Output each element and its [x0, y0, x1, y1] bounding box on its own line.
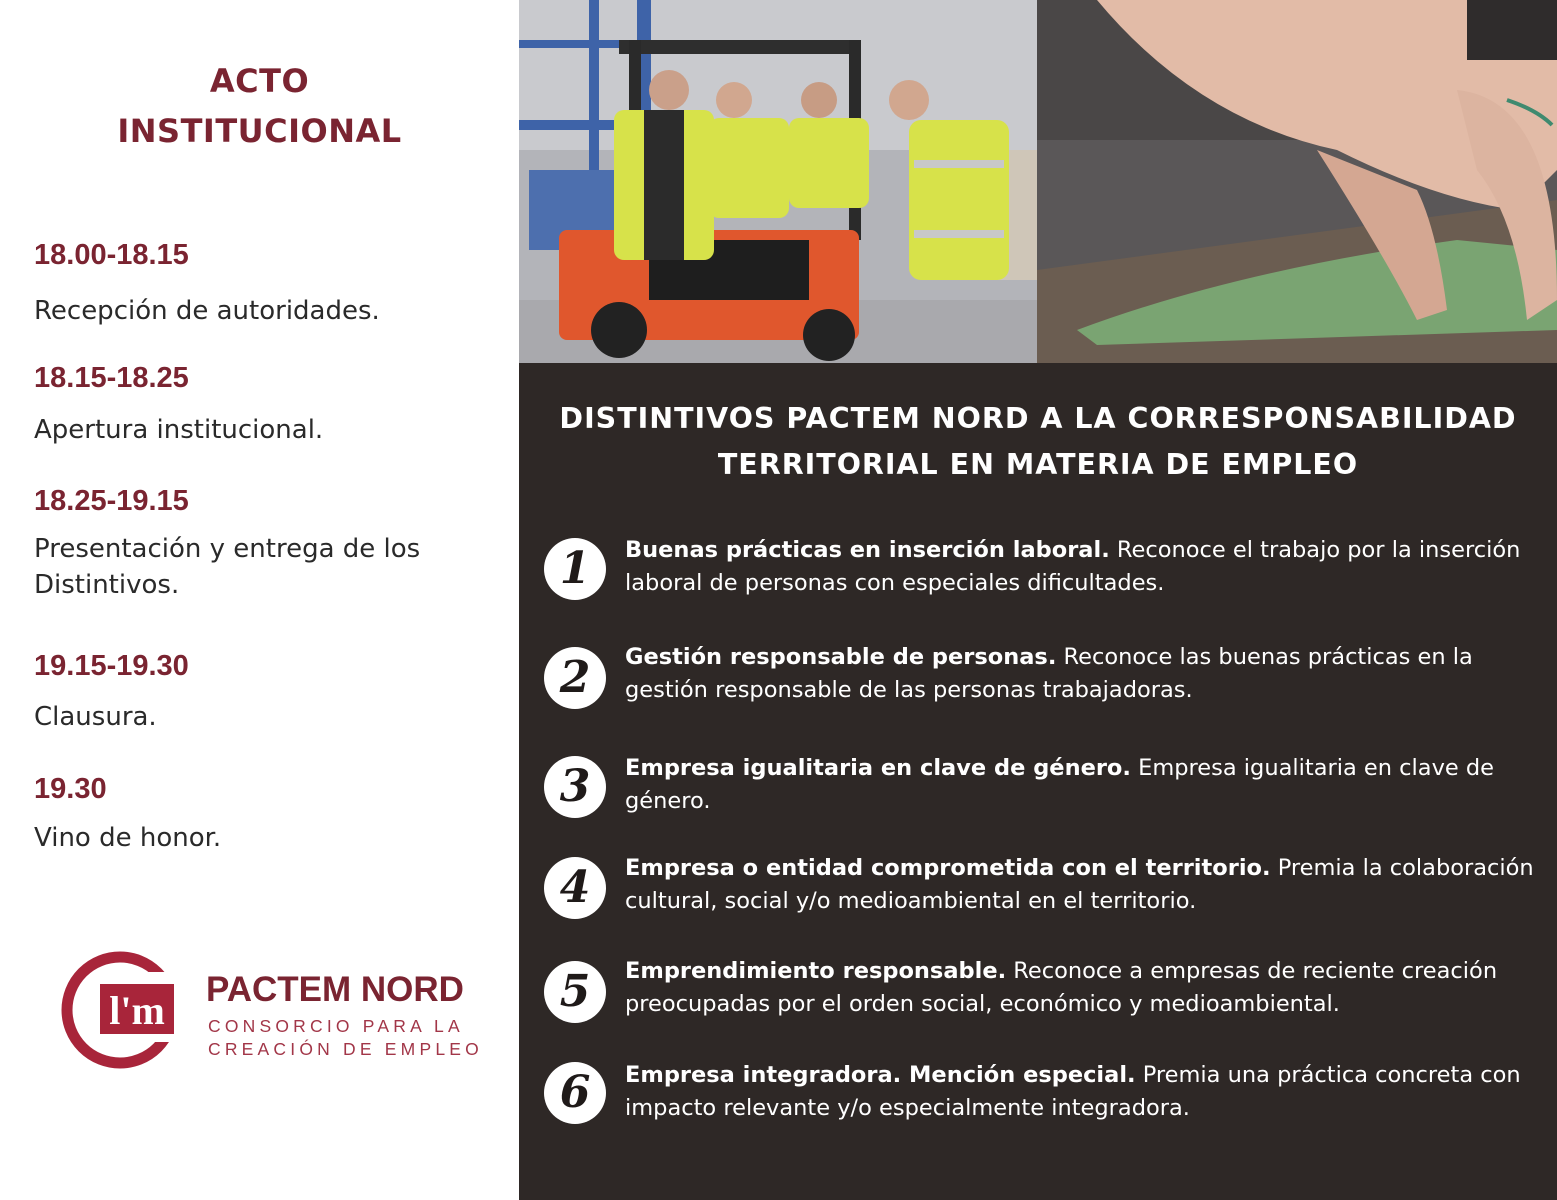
- schedule-description: Presentación y entrega de los: [34, 534, 421, 564]
- award-item: [625, 852, 1535, 918]
- logo-name: PACTEM NORD: [206, 970, 464, 1009]
- schedule-description-cont: Distintivos.: [34, 570, 180, 600]
- award-number-badge: 4: [544, 857, 606, 919]
- award-item: [625, 1059, 1535, 1125]
- event-title-line1: ACTO: [209, 62, 310, 100]
- award-number-badge: 6: [544, 1062, 606, 1124]
- event-title-line2: INSTITUCIONAL: [117, 112, 402, 150]
- award-text: Reconoce el trabajo por la inserción laboral de personas con especiales dificultades.: [625, 537, 1521, 596]
- schedule-description: Apertura institucional.: [34, 415, 324, 445]
- workers-forklift-photo: [519, 0, 1037, 363]
- logo-mark-text: l'm: [109, 988, 165, 1033]
- award-item: [625, 955, 1535, 1021]
- logo-subtitle-line2: CREACIÓN DE EMPLEO: [208, 1039, 483, 1059]
- awards-heading-line2: TERRITORIAL EN MATERIA DE EMPLEO: [717, 448, 1359, 481]
- award-title: Empresa igualitaria en clave de género.: [625, 755, 1131, 781]
- schedule-time: 18.25-19.15: [34, 485, 189, 517]
- award-number-badge: 5: [544, 961, 606, 1023]
- logo-c-mark-icon: [58, 948, 188, 1078]
- awards-heading-line1: DISTINTIVOS PACTEM NORD A LA CORRESPONSABILIDAD: [559, 402, 1517, 435]
- award-item: [625, 534, 1535, 600]
- award-text: Reconoce las buenas prácticas en la gestión responsable de las personas trabajadoras.: [625, 644, 1473, 703]
- award-text: Empresa igualitaria en clave de género.: [625, 755, 1495, 814]
- award-text: Premia una práctica concreta con impacto relevante y/o especialmente integradora.: [625, 1062, 1521, 1121]
- award-item: [625, 641, 1535, 707]
- schedule-description: Clausura.: [34, 702, 157, 732]
- schedule-time: 19.30: [34, 773, 107, 805]
- award-title: Buenas prácticas en inserción laboral.: [625, 537, 1110, 563]
- hands-planting-photo: [1037, 0, 1557, 363]
- award-number-badge: 3: [544, 756, 606, 818]
- schedule-description: Vino de honor.: [34, 823, 222, 853]
- pactem-nord-logo: [58, 948, 488, 1078]
- award-title: Empresa integradora. Mención especial.: [625, 1062, 1136, 1088]
- award-number-badge: 2: [544, 647, 606, 709]
- award-title: Empresa o entidad comprometida con el territorio.: [625, 855, 1271, 881]
- program-column: [0, 0, 519, 1200]
- award-text: Premia la colaboración cultural, social y/o medioambiental en el territorio.: [625, 855, 1534, 914]
- award-number-badge: 1: [544, 538, 606, 600]
- schedule-description: Recepción de autoridades.: [34, 296, 380, 326]
- schedule-time: 19.15-19.30: [34, 650, 189, 682]
- schedule-time: 18.00-18.15: [34, 239, 189, 271]
- schedule-time: 18.15-18.25: [34, 362, 189, 394]
- award-title: Gestión responsable de personas.: [625, 644, 1057, 670]
- award-title: Emprendimiento responsable.: [625, 958, 1007, 984]
- award-text: Reconoce a empresas de reciente creación preocupadas por el orden social, económico y medioambiental.: [625, 958, 1498, 1017]
- awards-panel: [519, 0, 1557, 1200]
- logo-subtitle-line1: CONSORCIO PARA LA: [208, 1016, 464, 1036]
- award-item: [625, 752, 1535, 818]
